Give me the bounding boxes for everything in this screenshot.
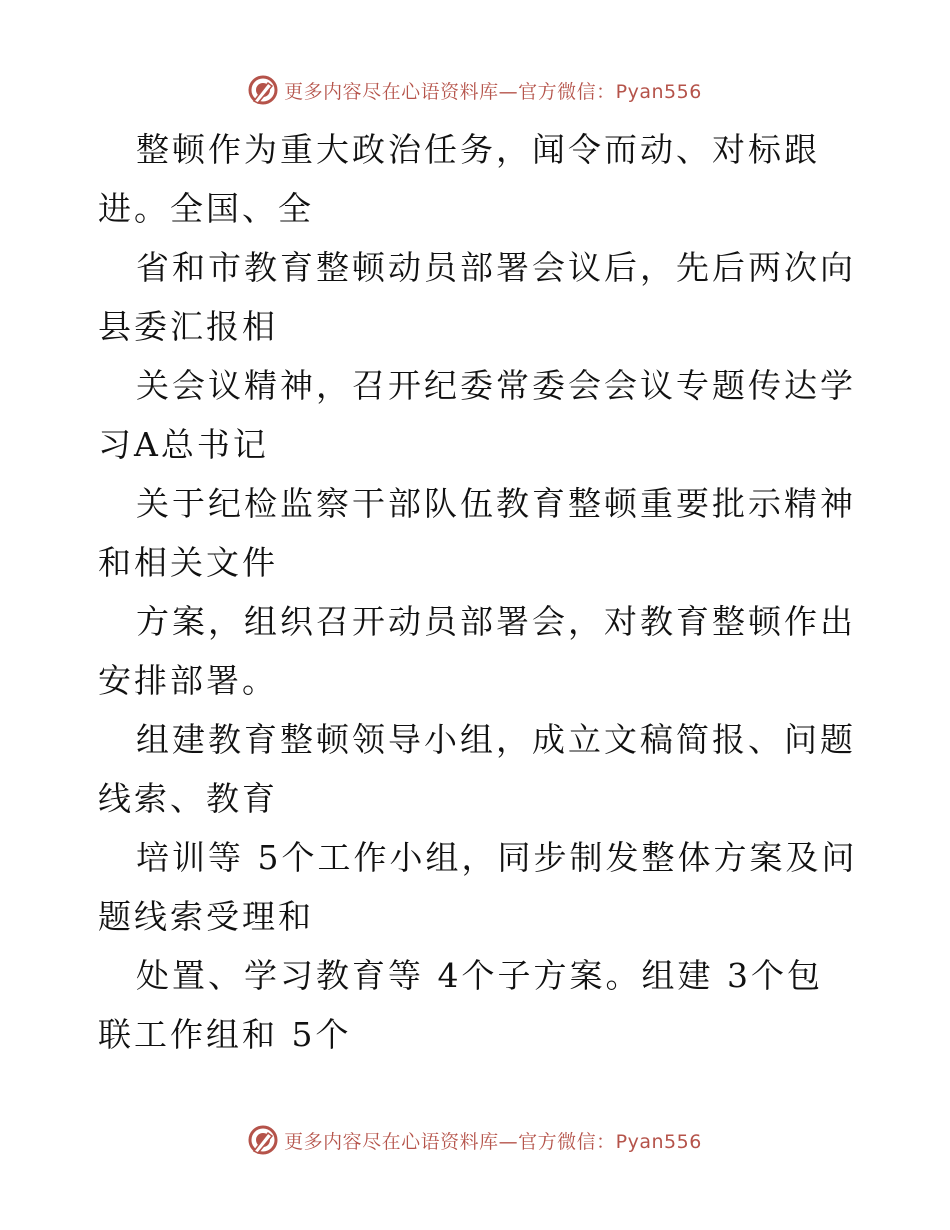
paragraph: 组建教育整顿领导小组，成立文稿简报、问题线索、教育 <box>98 720 856 818</box>
watermark-text: 更多内容尽在心语资料库—官方微信：Pyan556 <box>284 80 702 103</box>
header-watermark <box>0 70 950 110</box>
paragraph: 关会议精神，召开纪委常委会会议专题传达学习A总书记 <box>98 366 856 464</box>
document-body <box>98 120 858 1064</box>
paragraph: 培训等 5个工作小组，同步制发整体方案及问题线索受理和 <box>98 838 858 936</box>
pen-logo-icon <box>248 75 278 105</box>
paragraph: 整顿作为重大政治任务，闻令而动、对标跟进。全国、全 <box>98 130 820 228</box>
paragraph: 关于纪检监察干部队伍教育整顿重要批示精神和相关文件 <box>98 484 856 582</box>
paragraph: 省和市教育整顿动员部署会议后，先后两次向县委汇报相 <box>98 248 856 346</box>
paragraph: 方案，组织召开动员部署会，对教育整顿作出安排部署。 <box>98 602 856 700</box>
watermark-text: 更多内容尽在心语资料库—官方微信：Pyan556 <box>284 1130 702 1153</box>
pen-logo-icon <box>248 1125 278 1155</box>
paragraph: 处置、学习教育等 4个子方案。组建 3个包联工作组和 5个 <box>98 956 823 1054</box>
footer-watermark <box>0 1120 950 1160</box>
